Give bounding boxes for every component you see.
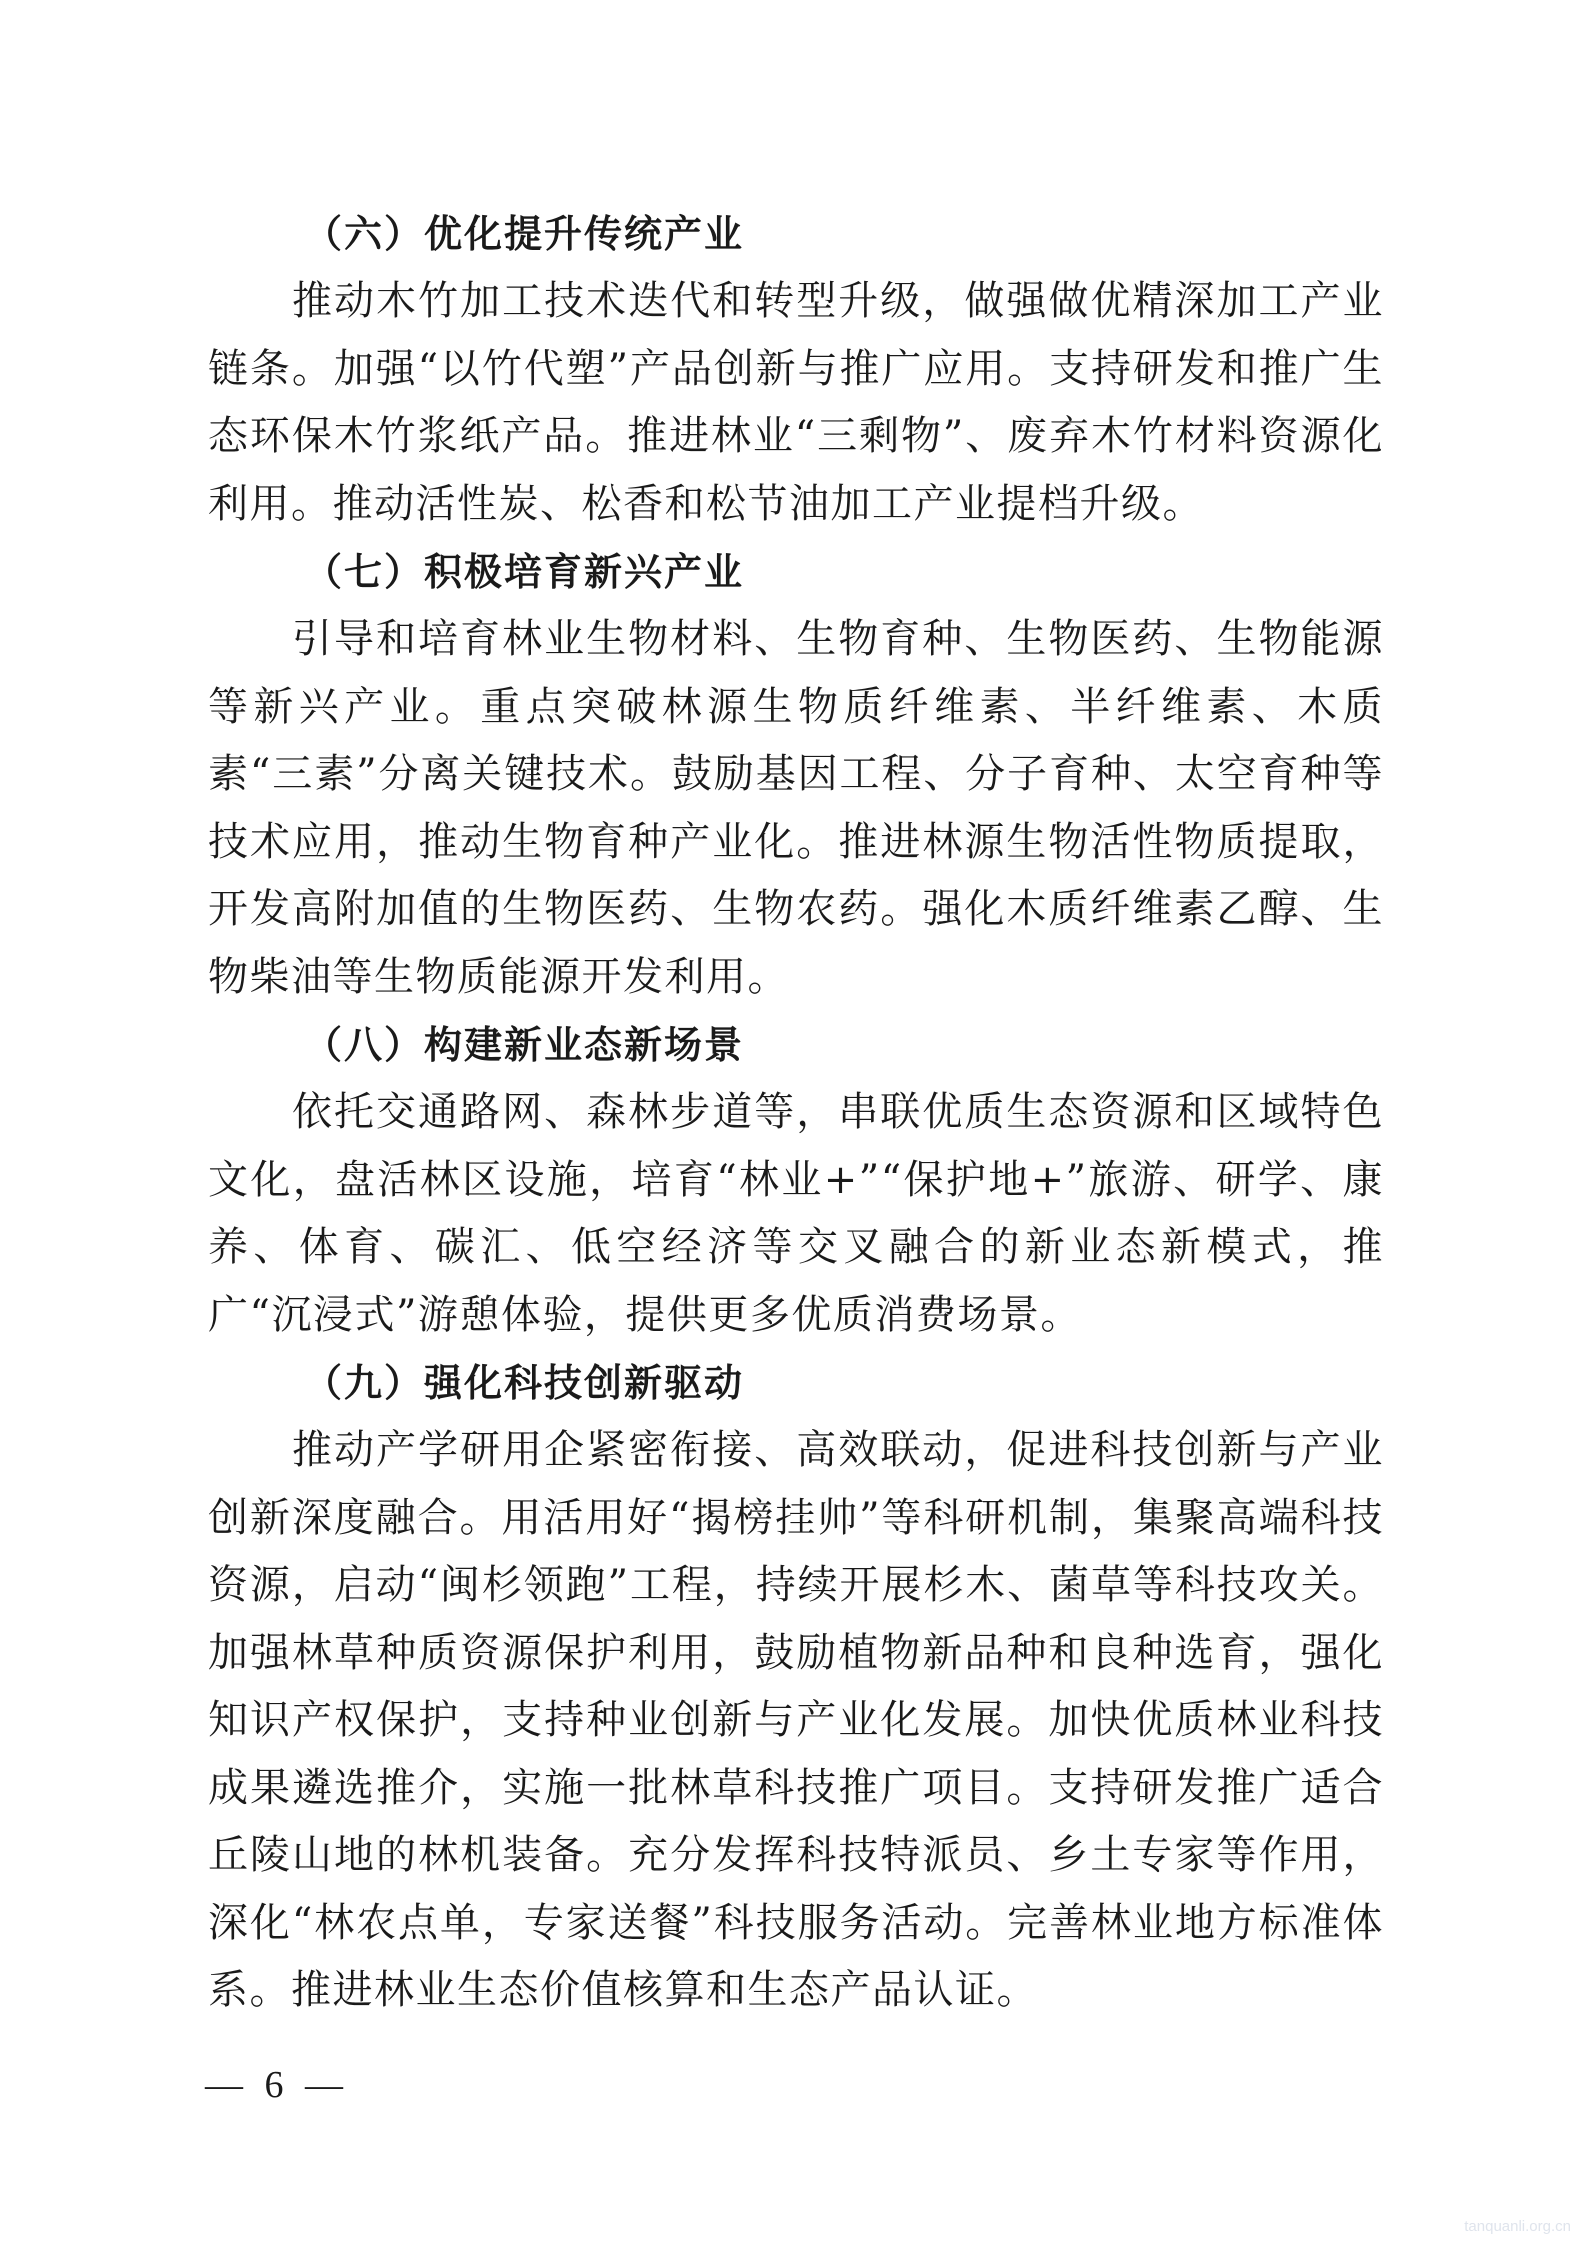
section-paragraph-7: 引导和培育林业生物材料、生物育种、生物医药、生物能源等新兴产业。重点突破林源生物质纤维素、半纤维素、木质素“三素”分离关键技术。鼓励基因工程、分子育种、太空育种等技术应用，推动生物育种产业化。推进林源生物活性物质提取，开发高附加值的生物医药、生物农药。强化木质纤维素乙醇、生物柴油等生物质能源开发利用。 bbox=[208, 616, 1384, 1000]
section-heading-7: （七）积极培育新兴产业 bbox=[304, 550, 745, 594]
section-paragraph-8: 依托交通路网、森林步道等，串联优质生态资源和区域特色文化，盘活林区设施，培育“林业+”“保护地+”旅游、研学、康养、体育、碳汇、低空经济等交叉融合的新业态新模式，推广“沉浸式”游憩体验，提供更多优质消费场景。 bbox=[208, 1089, 1384, 1338]
section-heading-8: （八）构建新业态新场景 bbox=[304, 1023, 745, 1067]
watermark: tanquanli.org.cn bbox=[1464, 2218, 1571, 2235]
section-paragraph-9: 推动产学研用企紧密衔接、高效联动，促进科技创新与产业创新深度融合。用活用好“揭榜挂帅”等科研机制，集聚高端科技资源，启动“闽杉领跑”工程，持续开展杉木、菌草等科技攻关。加强林草种质资源保护利用，鼓励植物新品种和良种选育，强化知识产权保护，支持种业创新与产业化发展。加快优质林业科技成果遴选推介，实施一批林草科技推广项目。支持研发推广适合丘陵山地的林机装备。充分发挥科技特派员、乡土专家等作用，深化“林农点单，专家送餐”科技服务活动。完善林业地方标准体系。推进林业生态价值核算和生态产品认证。 bbox=[208, 1427, 1384, 2013]
section-paragraph-6: 推动木竹加工技术迭代和转型升级，做强做优精深加工产业链条。加强“以竹代塑”产品创新与推广应用。支持研发和推广生态环保木竹浆纸产品。推进林业“三剩物”、废弃木竹材料资源化利用。推动活性炭、松香和松节油加工产业提档升级。 bbox=[208, 278, 1384, 527]
section-heading-6: （六）优化提升传统产业 bbox=[304, 212, 745, 256]
section-heading-9: （九）强化科技创新驱动 bbox=[304, 1361, 745, 1405]
document-body bbox=[208, 200, 1384, 2025]
page-number: — 6 — bbox=[205, 2064, 349, 2106]
